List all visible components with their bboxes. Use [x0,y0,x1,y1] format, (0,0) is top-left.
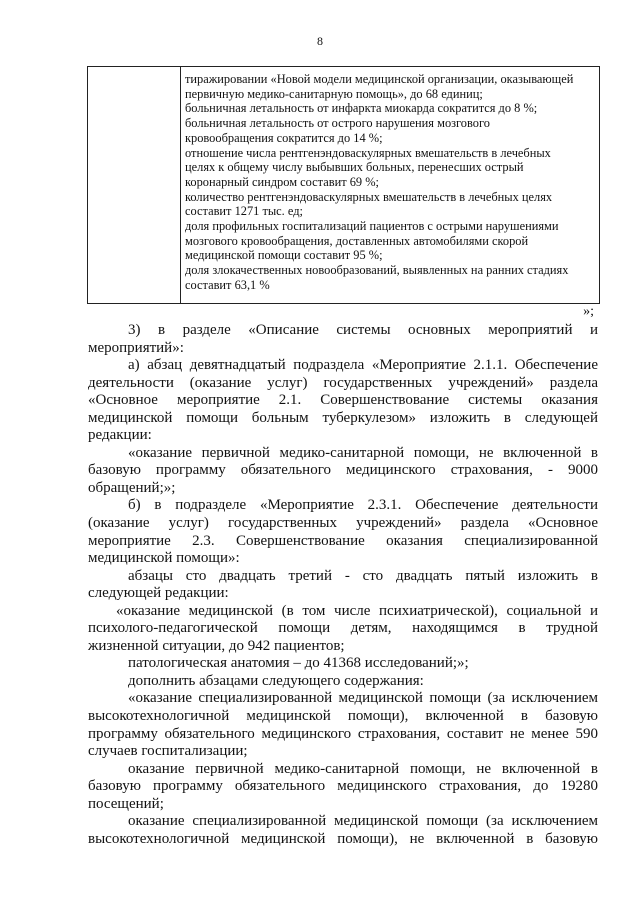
table-text-line: кровообращения сократится до 14 %; [185,130,383,145]
indicators-table [87,66,600,304]
table-text-line: тиражировании «Новой модели медицинской организации, оказывающей [185,72,574,86]
body-text-line: а) абзац девятнадцатый подраздела «Мероприятие 2.1.1. Обеспечение [128,357,598,374]
body-text-line: оказание специализированной медицинской помощи (за исключением [128,813,598,830]
table-text-line: первичную медико-санитарную помощь», до 68 единиц; [185,86,483,101]
table-text-line: составит 63,1 % [185,277,270,292]
body-text-line: оказание первичной медико-санитарной помощи, не включенной в [128,760,598,777]
body-text-line: высокотехнологичной медицинской помощи), включенной в базовую [88,708,598,725]
closing-quote: »; [583,304,594,319]
body-text-line: посещений; [88,795,164,812]
body-text-line: 3) в разделе «Описание системы основных мероприятий и [128,322,598,338]
body-text-line: редакции: [88,427,152,444]
body-text-line: обращений;»; [88,479,176,496]
body-text [88,322,598,848]
body-text-line: случаев госпитализации; [88,743,248,760]
table-right-cell [181,67,599,303]
body-text-line: «Основное мероприятие 2.1. Совершенствование системы оказания [88,392,598,409]
body-text-line: деятельности (оказание услуг) государственных учреждений» раздела [88,374,598,391]
table-left-cell [88,67,181,303]
table-text-line: больничная летальность от острого нарушения мозгового [185,116,490,131]
table-text-line: составит 1271 тыс. ед; [185,204,303,219]
body-text-line: следующей редакции: [88,585,229,602]
body-text-line: психолого-педагогической помощи детям, находящимся в трудной [88,620,598,637]
table-text-line: коронарный синдром составит 69 %; [185,174,379,189]
body-text-line: дополнить абзацами следующего содержания: [128,672,424,689]
body-text-line: мероприятий»: [88,339,184,356]
page-number: 8 [317,34,323,48]
body-text-line: базовую программу обязательного медицинского страхования, до 19280 [88,778,598,795]
body-text-line: мероприятие 2.3. Совершенствование оказания специализированной [88,532,598,549]
body-text-line: «оказание первичной медико-санитарной помощи, не включенной в [128,444,598,461]
body-text-line: (оказание услуг) государственных учреждений» раздела «Основное [88,515,598,532]
table-text-line: отношение числа рентгенэндоваскулярных вмешательств в лечебных [185,145,551,160]
body-text-line: программу обязательного медицинского страхования, составит не менее 590 [88,725,598,742]
table-text-line: количество рентгенэндоваскулярных вмешательств в лечебных целях [185,189,553,204]
table-text-line: доля злокачественных новообразований, выявленных на ранних стадиях [185,263,569,278]
body-text-line: б) в подразделе «Мероприятие 2.3.1. Обеспечение деятельности [128,497,598,514]
body-text-line: высокотехнологичной медицинской помощи), не включенной в базовую [88,830,598,847]
body-text-line: «оказание медицинской (в том числе психиатрической), социальной и [116,602,598,619]
table-text-line: больничная летальность от инфаркта миокарда сократится до 8 %; [185,101,538,116]
table-text-line: доля профильных госпитализаций пациентов с острыми нарушениями [185,219,559,234]
table-text-line: медицинской помощи составит 95 %; [185,248,383,263]
table-text-line: целях к общему числу выбывших больных, перенесших острый [185,160,524,175]
body-text-line: медицинской помощи больным туберкулезом» изложить в следующей [88,409,598,426]
body-text-line: патологическая анатомия – до 41368 исследований;»; [128,655,469,672]
body-text-line: абзацы сто двадцать третий - сто двадцать пятый изложить в [128,567,598,584]
body-text-line: медицинской помощи»: [88,550,240,567]
body-text-line: жизненной ситуации, до 942 пациентов; [88,637,345,654]
body-text-line: базовую программу обязательного медицинского страхования, - 9000 [88,462,598,479]
body-text-line: «оказание специализированной медицинской помощи (за исключением [128,690,598,707]
table-text-line: мозгового кровообращения, доставленных автомобилями скорой [185,233,529,248]
